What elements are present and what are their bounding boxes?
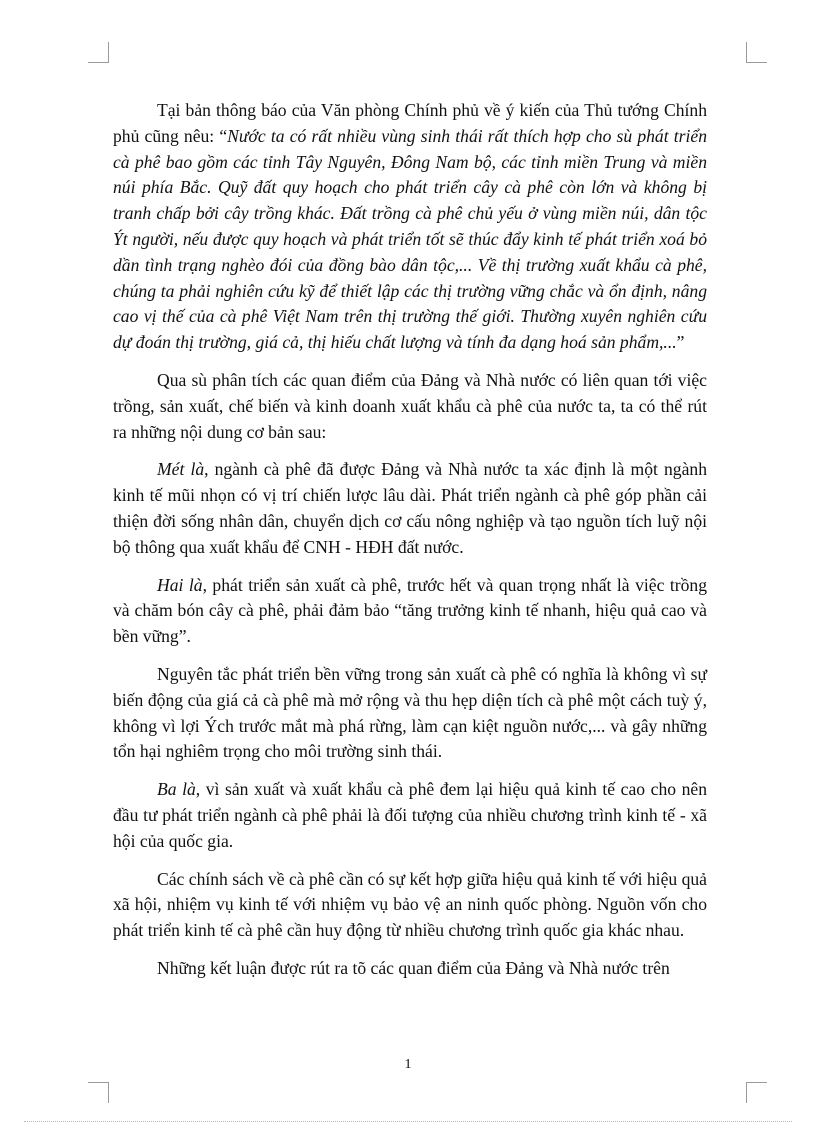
page-bottom-rule — [24, 1121, 792, 1122]
crop-mark-bottom-right — [746, 1082, 767, 1103]
text-run: Những kết luận được rút ra tõ các quan điểm của Đảng và Nhà nước trên — [157, 957, 670, 978]
paragraph-7 — [113, 867, 707, 944]
crop-mark-top-left — [88, 42, 109, 63]
text-run: , ngành cà phê đã được Đảng và Nhà nước ta xác định là một ngành kinh tế mũi nhọn có vị trí chiến lược lâu dài. Phát triển ngành cà phê góp phần cải thiện đời sống nhân dân, chuyển dịch cơ cấu nông nghiệp và tạo nguồn tích luỹ nội bộ thông qua xuất khẩu để CNH - HĐH đất nước. — [113, 459, 707, 557]
paragraph-1 — [113, 98, 707, 356]
crop-mark-bottom-left — [88, 1082, 109, 1103]
text-run: Qua sù phân tích các quan điểm của Đảng và Nhà nước có liên quan tới việc trồng, sản xuất, chế biến và kinh doanh xuất khẩu cà phê của nước ta, ta có thể rút ra những nội dung cơ bản sau: — [113, 369, 707, 442]
crop-mark-top-right — [746, 42, 767, 63]
paragraph-4 — [113, 573, 707, 650]
paragraph-6 — [113, 777, 707, 854]
paragraph-3 — [113, 457, 707, 560]
page-number: 1 — [404, 1057, 412, 1072]
text-run: Tại bản thông báo của Văn phòng Chính phủ về ý kiến của Thủ tướng Chính phủ cũng nêu: “ — [113, 100, 707, 146]
text-run: , vì sản xuất và xuất khẩu cà phê đem lại hiệu quả kinh tế cao cho nên đầu tư phát triển ngành cà phê phải là đối tượng của nhiều chương trình kinh tế - xã hội của quốc gia. — [113, 779, 707, 851]
italic-text-run: Nước ta có rất nhiều vùng sinh thái rất thích hợp cho sù phát triển cà phê bao gồm các tỉnh Tây Nguyên, Đông Nam bộ, các tỉnh miền Trung và miền núi phía Bắc. Quỹ đất quy hoạch cho phát triển cây cà phê còn lớn và không bị tranh chấp bởi cây trồng khác. Đất trồng cà phê chủ yếu ở vùng miền núi, dân tộc Ýt người, nếu được quy hoạch và phát triển tốt sẽ thúc đẩy kinh tế phát triển xoá bỏ dần tình trạng nghèo đói của đồng bào dân tộc,... Về thị trường xuất khẩu cà phê, chúng ta phải nghiên cứu kỹ để thiết lập các thị trường vững chắc và ổn định, nâng cao vị thế của cà phê Việt Nam trên thị trường thế giới. Thường xuyên nghiên cứu dự đoán thị trường, giá cả, thị hiếu chất lượng và tính đa dạng hoá sản phẩm,... — [113, 125, 707, 353]
text-run: Nguyên tắc phát triển bền vững trong sản xuất cà phê có nghĩa là không vì sự biến động của giá cả cà phê mà mở rộng và thu hẹp diện tích cà phê một cách tuỳ ý, không vì lợi Ých trước mắt mà phá rừng, làm cạn kiệt nguồn nước,... và gây những tổn hại nghiêm trọng cho môi trường sinh thái. — [113, 663, 707, 762]
paragraph-8 — [113, 956, 707, 982]
italic-text-run: Hai là — [157, 574, 203, 595]
text-run: , phát triển sản xuất cà phê, trước hết và quan trọng nhất là việc trồng và chăm bón cây cà phê, phải đảm bảo “tăng trưởng kinh tế nhanh, hiệu quả cao và bền vững”. — [113, 574, 707, 647]
paragraph-2 — [113, 368, 707, 445]
italic-text-run: Ba là — [157, 779, 196, 800]
text-run: ” — [676, 332, 685, 353]
text-run: Các chính sách về cà phê cần có sự kết hợp giữa hiệu quả kinh tế với hiệu quả xã hội, nhiệm vụ kinh tế với nhiệm vụ bảo vệ an ninh quốc phòng. Nguồn vốn cho phát triển kinh tế cà phê cần huy động từ nhiều chương trình quốc gia khác nhau. — [113, 868, 707, 941]
italic-text-run: Mét là — [157, 459, 205, 480]
document-body — [113, 98, 707, 994]
paragraph-5 — [113, 662, 707, 765]
